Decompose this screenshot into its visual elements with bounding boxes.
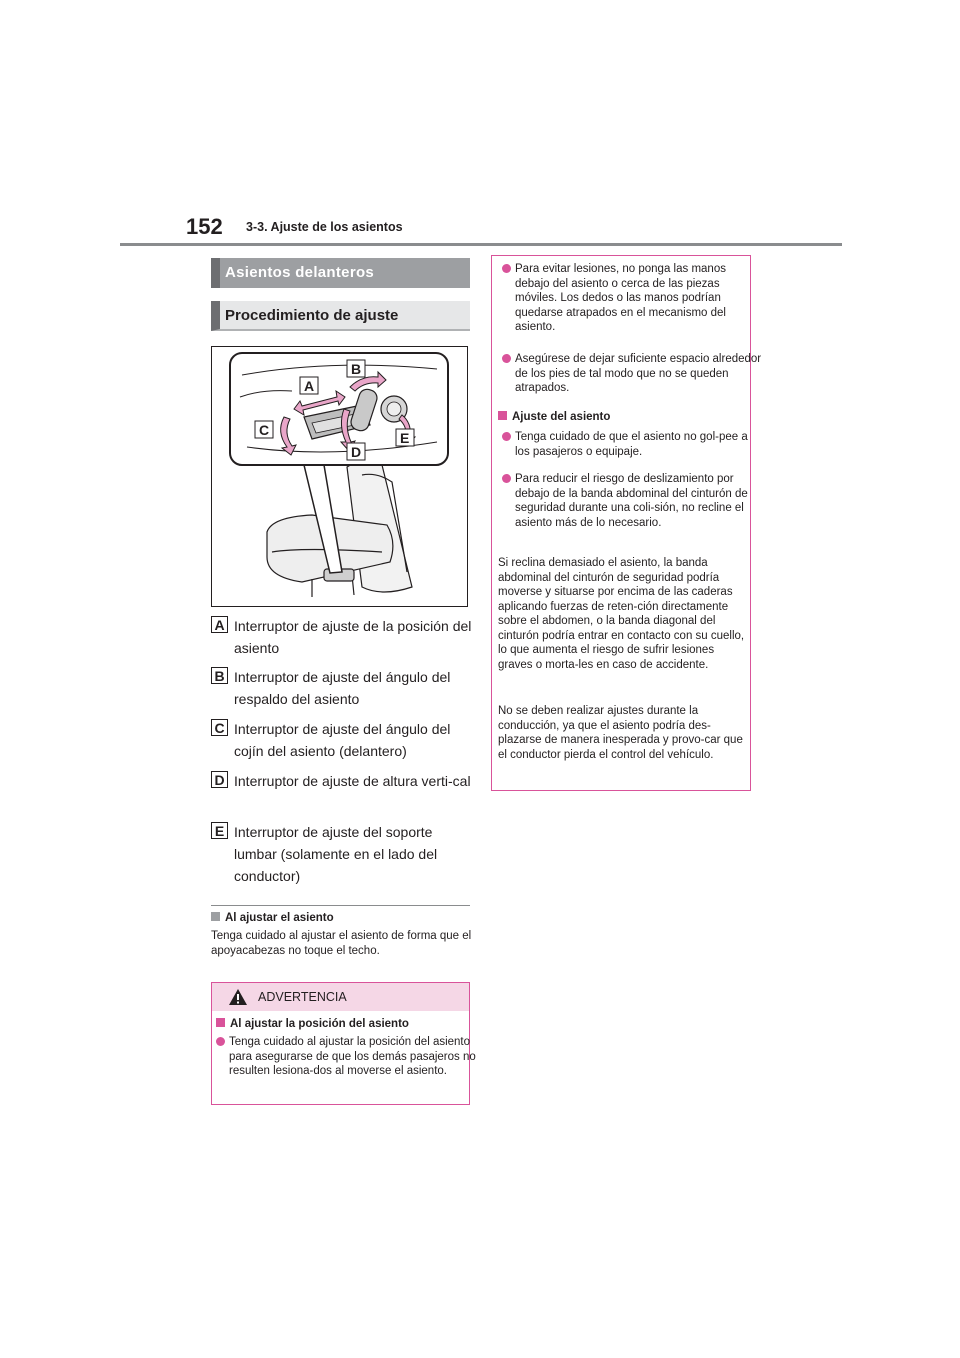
section-header: 3-3. Ajuste de los asientos [246, 220, 403, 234]
warning-bullet [498, 472, 763, 530]
item-tag: E [211, 822, 228, 839]
item-text: Interruptor de ajuste de la posición del asiento [234, 618, 472, 656]
square-bullet-icon [216, 1018, 225, 1027]
square-bullet-icon [498, 411, 507, 420]
note-heading-text: Al ajustar el asiento [225, 912, 334, 924]
item-text: Interruptor de ajuste del ángulo del cojín del asiento (delantero) [234, 721, 451, 759]
list-item [211, 821, 473, 887]
section-title: Asientos delanteros [211, 258, 470, 288]
square-bullet-icon [211, 912, 220, 921]
warning-heading-text: Al ajustar la posición del asiento [230, 1018, 409, 1030]
seat-drawing [267, 461, 412, 597]
page-number: 152 [186, 214, 223, 239]
item-text: Interruptor de ajuste del ángulo del respaldo del asiento [234, 669, 451, 707]
list-item [211, 666, 473, 710]
seat-switch-illustration [211, 346, 468, 607]
warning-label: ADVERTENCIA [258, 990, 347, 1004]
circle-bullet-icon [502, 432, 511, 441]
figure-label-c: C [259, 422, 270, 438]
item-tag: C [211, 719, 228, 736]
note-heading [211, 911, 471, 926]
item-tag: B [211, 667, 228, 684]
heading-text: Ajuste del asiento [512, 411, 611, 423]
bullet-text: Para reducir el riesgo de deslizamiento por debajo de la banda abdominal del cinturón de seguridad durante una coli-sión, no recline el asiento más de lo necesario. [515, 473, 748, 529]
item-tag: D [211, 771, 228, 788]
warning-paragraph: No se deben realizar ajustes durante la conducción, ya que el asiento podría des-plazarse de manera inesperada y provo-car que el conductor pierda el control del vehículo. [498, 705, 743, 761]
warning-bullet [498, 262, 763, 335]
list-item [211, 615, 473, 659]
seat-illustration-svg [212, 347, 467, 606]
figure-label-a: A [304, 378, 315, 394]
bullet-text: Asegúrese de dejar suficiente espacio alrededor de los pies de tal modo que no se queden atrapados. [515, 353, 762, 394]
circle-bullet-icon [502, 354, 511, 363]
warning-bullet-text: Tenga cuidado al ajustar la posición del asiento para asegurarse de que los demás pasajeros no resulten lesiona-dos al moverse el asiento. [229, 1036, 476, 1077]
warning-continuation-box [491, 255, 762, 791]
warning-triangle-icon [228, 988, 248, 1006]
list-item [211, 770, 473, 792]
header-divider [120, 243, 842, 246]
item-tag: A [211, 616, 228, 633]
warning-bullet [498, 352, 763, 396]
note-text: Tenga cuidado al ajustar el asiento de forma que el apoyacabezas no toque el techo. [211, 930, 472, 957]
item-text: Interruptor de ajuste de altura verti-cal [234, 773, 471, 789]
warning-heading [498, 410, 746, 425]
figure-label-e: E [400, 430, 410, 446]
divider [211, 905, 470, 906]
item-text: Interruptor de ajuste del soporte lumbar (solamente en el lado del conductor) [234, 824, 438, 884]
circle-bullet-icon [502, 264, 511, 273]
warning-paragraph: Si reclina demasiado el asiento, la banda abdominal del cinturón de seguridad podría moverse y situarse por encima de las caderas aplicando fuerzas de reten-ción directamente sobre el abdomen, o la banda diagonal del cinturón podría entrar en contacto con su cuello, lo que aumenta el riesgo de sufrir lesiones graves o morta-les en caso de accidente. [498, 557, 745, 671]
bullet-text: Tenga cuidado de que el asiento no gol-pee a los pasajeros o equipaje. [515, 431, 748, 458]
list-item [211, 718, 473, 762]
warning-bullet [212, 1035, 479, 1079]
warning-heading [216, 1017, 466, 1032]
callout-bubble [230, 353, 448, 465]
circle-bullet-icon [216, 1037, 225, 1046]
subsection-title: Procedimiento de ajuste [211, 301, 470, 331]
warning-header [212, 983, 469, 1011]
figure-label-b: B [351, 361, 362, 377]
warning-bullet [498, 430, 763, 459]
bullet-text: Para evitar lesiones, no ponga las manos debajo del asiento o cerca de las piezas móviles. Los dedos o las manos podrían quedarse atrapados en el mecanismo del asiento. [515, 263, 726, 333]
figure-label-d: D [351, 444, 362, 460]
circle-bullet-icon [502, 474, 511, 483]
warning-box [211, 982, 476, 1105]
